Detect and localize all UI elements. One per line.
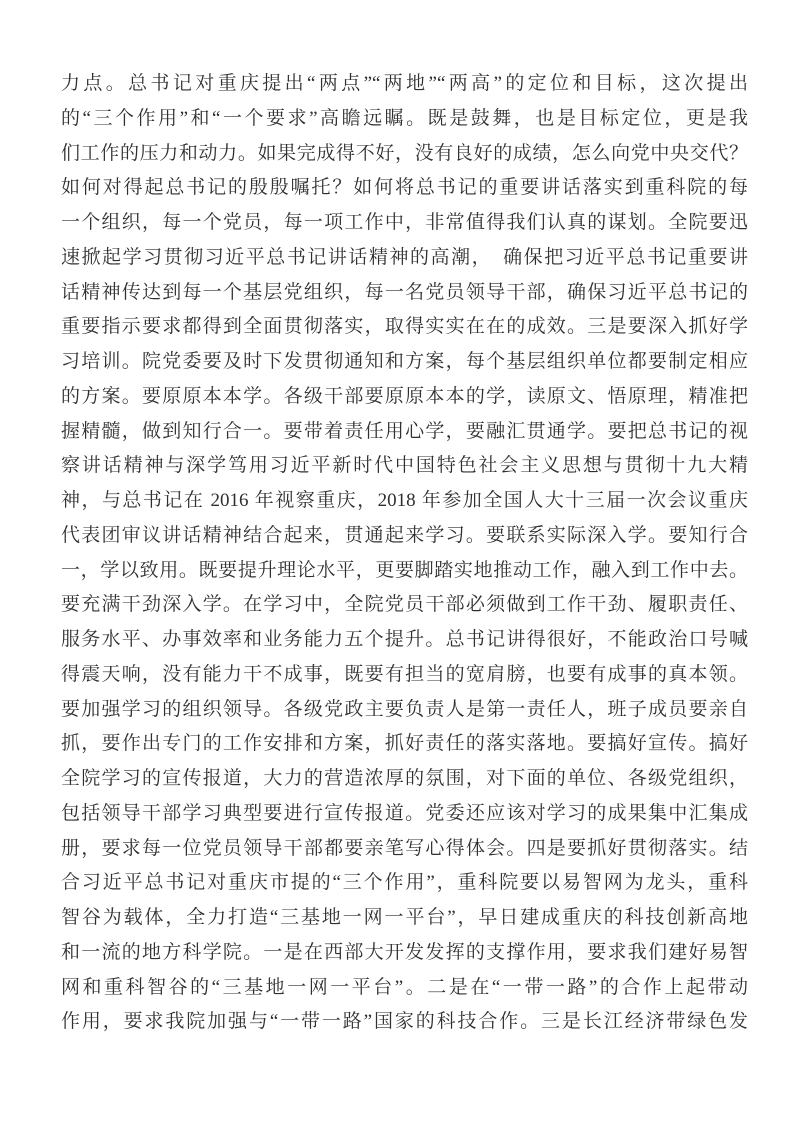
text-line: 要充满干劲深入学。在学习中，全院党员干部必须做到工作干劲、履职责任、 — [61, 594, 748, 616]
text-line: 代表团审议讲话精神结合起来，贯通起来学习。要联系实际深入学。要知行合 — [61, 524, 748, 546]
text-line: 如何对得起总书记的殷殷嘱托？如何将总书记的重要讲话落实到重科院的每 — [61, 177, 748, 199]
text-line: 册，要求每一位党员领导干部都要亲笔写心得体会。四是要抓好贯彻落实。结 — [61, 837, 748, 859]
text-line: 们工作的压力和动力。如果完成得不好，没有良好的成绩，怎么向党中央交代？ — [61, 142, 748, 164]
text-line: 的方案。要原原本本学。各级干部要原原本本的学，读原文、悟原理，精准把 — [61, 385, 748, 407]
text-line: 全院学习的宣传报道，大力的营造浓厚的氛围，对下面的单位、各级党组织， — [61, 768, 748, 789]
text-line: 握精髓，做到知行合一。要带着责任用心学，要融汇贯通学。要把总书记的视 — [61, 420, 748, 442]
text-line: 服务水平、办事效率和业务能力五个提升。总书记讲得很好，不能政治口号喊 — [61, 629, 748, 650]
text-line: 重要指示要求都得到全面贯彻落实，取得实实在在的成效。三是要深入抓好学 — [61, 316, 748, 338]
text-line: 速掀起学习贯彻习近平总书记讲话精神的高潮， 确保把习近平总书记重要讲 — [61, 246, 748, 268]
text-line: 一个组织，每一个党员，每一项工作中，非常值得我们认真的谋划。全院要迅 — [61, 212, 748, 233]
text-line: 力点。总书记对重庆提出“两点”“两地”“两高”的定位和目标，这次提出 — [61, 73, 748, 94]
text-line: 作用，要求我院加强与“一带一路”国家的科技合作。三是长江经济带绿色发 — [61, 1011, 748, 1033]
text-line: 网和重科智谷的“三基地一网一平台”。二是在“一带一路”的合作上起带动 — [61, 976, 748, 998]
text-line: 的“三个作用”和“一个要求”高瞻远瞩。既是鼓舞，也是目标定位，更是我 — [61, 107, 748, 129]
text-line: 合习近平总书记对重庆市提的“三个作用”，重科院要以易智网为龙头，重科 — [61, 872, 748, 894]
text-line: 神，与总书记在 2016 年视察重庆，2018 年参加全国人大十三届一次会议重庆 — [61, 490, 748, 511]
text-line: 智谷为载体，全力打造“三基地一网一平台”，早日建成重庆的科技创新高地 — [61, 907, 748, 928]
text-line: 习培训。院党委要及时下发贯彻通知和方案，每个基层组织单位都要制定相应 — [61, 351, 748, 372]
text-line: 和一流的地方科学院。一是在西部大开发发挥的支撑作用，要求我们建好易智 — [61, 941, 748, 963]
text-line: 要加强学习的组织领导。各级党政主要负责人是第一责任人，班子成员要亲自 — [61, 698, 748, 720]
document-body — [61, 67, 748, 1040]
text-line: 话精神传达到每一个基层党组织，每一名党员领导干部，确保习近平总书记的 — [61, 281, 748, 303]
text-line: 包括领导干部学习典型要进行宣传报道。党委还应该对学习的成果集中汇集成 — [61, 802, 748, 824]
text-line: 得震天响，没有能力干不成事，既要有担当的宽肩膀，也要有成事的真本领。 — [61, 663, 748, 685]
text-line: 抓，要作出专门的工作安排和方案，抓好责任的落实落地。要搞好宣传。搞好 — [61, 733, 748, 755]
text-line: 一，学以致用。既要提升理论水平，更要脚踏实地推动工作，融入到工作中去。 — [61, 559, 748, 581]
text-line: 察讲话精神与深学笃用习近平新时代中国特色社会主义思想与贯彻十九大精 — [61, 455, 748, 477]
